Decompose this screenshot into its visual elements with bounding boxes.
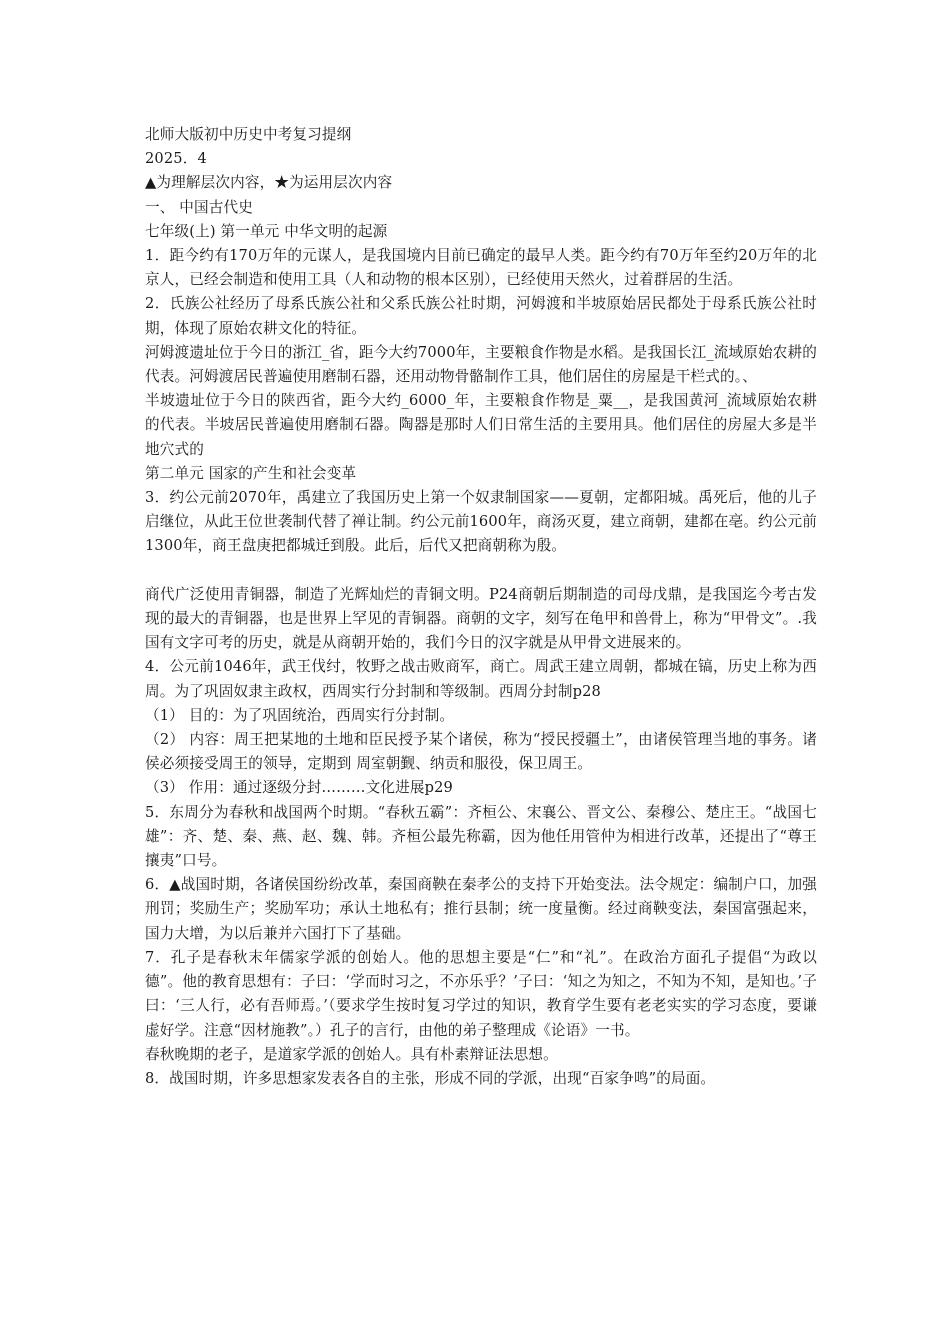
part-heading: 一、 中国古代史: [145, 198, 253, 216]
paragraph: 2．氏族公社经历了母系氏族公社和父系氏族公社时期，河姆渡和半坡原始居民都处于母系氏族公社时期，体现了原始农耕文化的特征。: [145, 295, 817, 337]
unit-heading: 第二单元 国家的产生和社会变革: [145, 464, 357, 482]
paragraph: 8．战国时期，许多思想家发表各自的主张，形成不同的学派，出现“百家争鸣”的局面。: [145, 1069, 716, 1087]
list-item: （1） 目的：为了巩固统治，西周实行分封制。: [145, 706, 455, 724]
paragraph: 4．公元前1046年，武王伐纣，牧野之战击败商军，商亡。周武王建立周朝，都城在镐，历史上称为西周。为了巩固奴隶主政权，西周实行分封制和等级制。西周分封制p28: [145, 658, 817, 700]
paragraph: 春秋晚期的老子，是道家学派的创始人。具有朴素辩证法思想。: [145, 1045, 558, 1063]
blank-line: [145, 559, 817, 583]
paragraph: 7．孔子是春秋末年儒家学派的创始人。他的思想主要是“仁”和“礼”。在政治方面孔子提倡“为政以德”。他的教育思想有：子曰：‘学而时习之，不亦乐乎？’子曰：‘知之为知之，不知为不知，是知也。’子曰：‘三人行，必有吾师焉。’（要求学生按时复习学过的知识，教育学生要有老老实实的学习态度，要谦虚好学。注意“因材施教”。）孔子的言行，由他的弟子整理成《论语》一书。: [145, 948, 817, 1039]
list-item: （3） 作用：通过逐级分封………文化进展p29: [145, 779, 453, 797]
unit-heading: 七年级(上) 第一单元 中华文明的起源: [145, 222, 388, 240]
paragraph: 3．约公元前2070年，禹建立了我国历史上第一个奴隶制国家——夏朝，定都阳城。禹死后，他的儿子启继位，从此王位世袭制代替了禅让制。约公元前1600年，商汤灭夏，建立商朝，建都在亳。约公元前1300年，商王盘庚把都城迁到殷。此后，后代又把商朝称为殷。: [145, 489, 817, 555]
paragraph: 河姆渡遗址位于今日的浙江_省，距今大约7000年，主要粮食作物是水稻。是我国长江_流域原始农耕的代表。河姆渡居民普遍使用磨制石器，还用动物骨骼制作工具，他们居住的房屋是干栏式的。、: [145, 343, 817, 386]
list-item: （2） 内容：周王把某地的土地和臣民授予某个诸侯，称为“授民授疆土”，由诸侯管理当地的事务。诸侯必须接受周王的领导，定期到 周室朝觐、纳贡和服役，保卫周王。: [145, 731, 817, 773]
paragraph: 5．东周分为春秋和战国两个时期。“春秋五霸”：齐桓公、宋襄公、晋文公、秦穆公、楚庄王。“战国七雄”：齐、楚、秦、燕、赵、魏、韩。齐桓公最先称霸，因为他任用管仲为相进行改革，还提出了“尊王攘夷”口号。: [145, 803, 817, 870]
document-page: [145, 123, 817, 1091]
paragraph: 1．距今约有170万年的元谋人，是我国境内目前已确定的最早人类。距今约有70万年至约20万年的北京人，已经会制造和使用工具（人和动物的根本区别），已经使用天然火，过着群居的生活。: [145, 247, 817, 289]
paragraph: 商代广泛使用青铜器，制造了光辉灿烂的青铜文明。P24商朝后期制造的司母戊鼎，是我国迄今考古发现的最大的青铜器，也是世界上罕见的青铜器。商朝的文字，刻写在龟甲和兽骨上，称为“甲骨文”。.我国有文字可考的历史，就是从商朝开始的，我们今日的汉字就是从甲骨文进展来的。: [145, 585, 817, 652]
document-title: 北师大版初中历史中考复习提纲: [145, 126, 352, 143]
paragraph: 半坡遗址位于今日的陕西省，距今大约_6000_年，主要粮食作物是_粟__，是我国黄河_流域原始农耕的代表。半坡居民普遍使用磨制石器。陶器是那时人们日常生活的主要用具。他们居住的房屋大多是半地穴式的: [145, 392, 817, 458]
paragraph: 6．▲战国时期，各诸侯国纷纷改革，秦国商鞅在秦孝公的支持下开始变法。法令规定：编制户口，加强刑罚；奖励生产；奖励军功；承认土地私有；推行县制；统一度量衡。经过商鞅变法，秦国富强起来，国力大增，为以后兼并六国打下了基础。: [145, 876, 817, 942]
level-legend: ▲为理解层次内容，★为运用层次内容: [145, 174, 393, 192]
document-date: 2025．4: [145, 150, 207, 168]
